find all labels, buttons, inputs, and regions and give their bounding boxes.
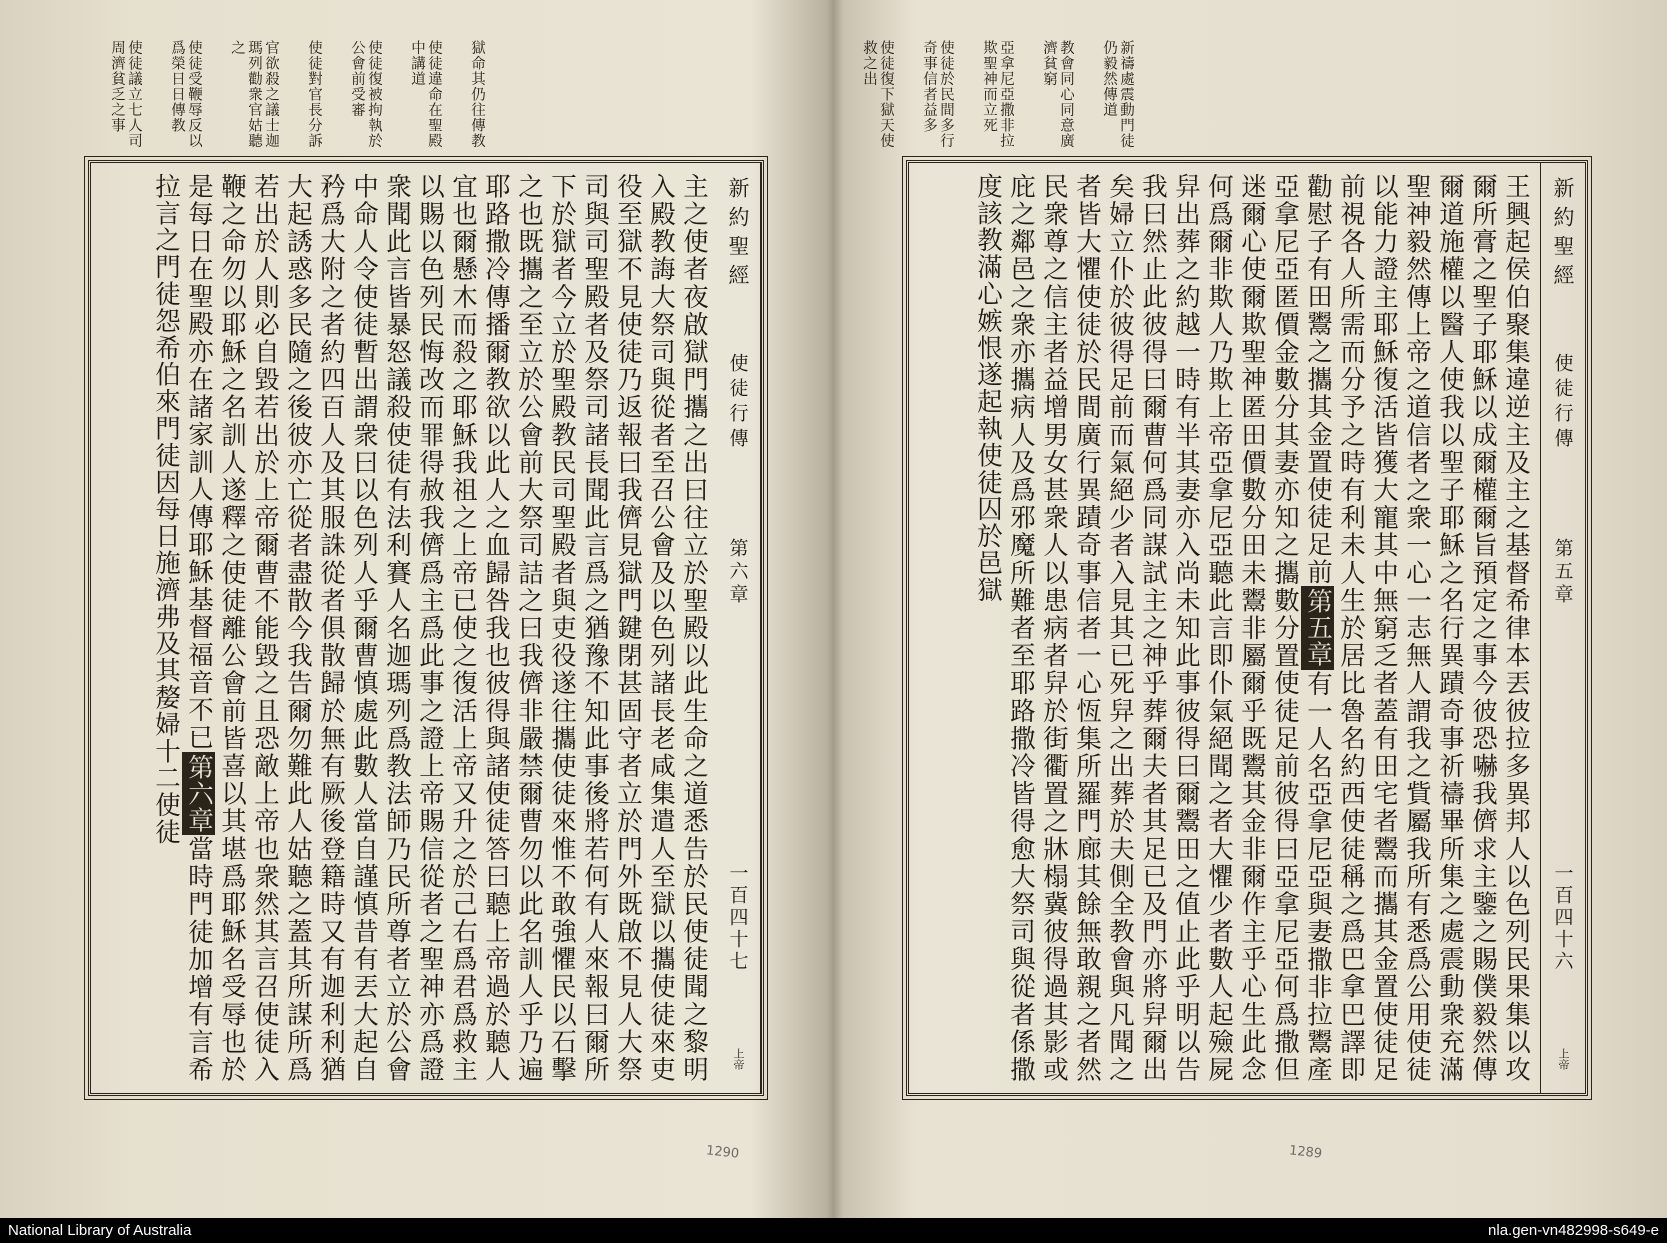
left-page xyxy=(0,0,833,1218)
right-margin-notes xyxy=(860,40,1134,150)
header-title: 新約聖經 xyxy=(726,177,750,293)
header-mark: 上帝 xyxy=(1557,1048,1570,1070)
header-chapter: 第六章 xyxy=(726,538,749,607)
header-title: 新約聖經 xyxy=(1551,177,1575,293)
left-body-text xyxy=(101,173,710,1083)
margin-note: 使徒於民間多行奇事信者益多 xyxy=(921,40,954,149)
right-body-text xyxy=(917,173,1532,1083)
left-body xyxy=(91,163,716,1093)
margin-note: 使徒復下獄天使救之出 xyxy=(861,40,894,149)
header-mark: 上帝 xyxy=(732,1048,745,1070)
margin-note: 使徒議立七人司周濟貧乏之事 xyxy=(109,40,142,149)
margin-note: 教會同心同意廣濟貧窮 xyxy=(1041,40,1074,149)
body-text: 有一人名亞拿尼亞與妻撒非拉鬻產亞拿尼亞匿價金數分其妻亦知之攜數分置使徒足前彼得曰亞拿尼亞何爲撒但迷爾心使爾欺聖神匿田價數分田未鬻非屬爾乎既鬻其金非爾作主乎心生此念何爲爾非欺人乃欺上帝亞拿尼亞聽此言即仆氣絕聞之者大懼少者數人起殮屍舁出葬之約越一時有半其妻亦入尚未知此事彼得曰爾鬻田之值止此乎明以告我曰然止此彼得曰爾曹何爲同謀試主之神乎葬爾夫者其足已及門亦將舁爾出矣婦立仆於彼得足前而氣絕少者入見其已死舁之出葬於夫側全教會與凡聞之者皆大懼使徒於民間廣行異蹟奇事信者一心恆集所羅門廊其餘無敢親之者然民衆尊之信主者益增男女甚衆人以患病者舁於街衢置之牀榻冀彼得過其影或庇之鄰邑之衆亦攜病人及爲邪魔所難者至耶路撒冷皆得愈大祭司與從者係撒度該教滿心嫉恨遂起執使徒囚於邑獄 xyxy=(973,173,1333,1083)
margin-note: 亞拿尼亞撒非拉欺聖神而立死 xyxy=(981,40,1014,149)
right-page xyxy=(834,0,1667,1218)
left-running-header xyxy=(716,163,761,1093)
chapter-marker: 第五章 xyxy=(1303,588,1333,668)
body-text: 王興起侯伯聚集違逆主及主之基督希律本丟彼拉多異邦人以色列民果集以攻爾所膏之聖子耶穌以成爾權爾旨預定之事今彼恐嚇我儕求主鑒之賜僕毅然傳爾道施權以醫人使我以聖子耶穌之名行異蹟奇事祈禱畢所集之處震動衆充滿聖神毅然傳上帝之道信者之衆一心一志無人謂我之貲屬我所有悉爲公用使徒以能力證主耶穌復活皆獲大寵其中無窮乏者蓋有田宅者鬻而攜其金置使徒足前視各人所需而分予之時有利未人生於居比魯名約西使徒稱之爲巴拿巴譯即勸慰子有田鬻之攜其金置使徒足前 xyxy=(1303,173,1531,1083)
chapter-marker: 第六章 xyxy=(184,753,214,834)
header-book: 使徒行傳 xyxy=(1551,353,1574,453)
right-running-header xyxy=(1540,163,1585,1093)
footer-bar xyxy=(0,1218,1667,1243)
header-book: 使徒行傳 xyxy=(726,353,749,453)
pencil-page-note: 1289 xyxy=(1288,1143,1323,1162)
header-page-number: 一百四十七 xyxy=(726,863,749,973)
margin-note: 使徒違命在聖殿中講道 xyxy=(409,40,442,149)
pencil-page-note: 1290 xyxy=(705,1143,740,1162)
header-page-number: 一百四十六 xyxy=(1551,863,1574,973)
left-text-frame xyxy=(88,160,764,1096)
right-body xyxy=(909,163,1540,1093)
header-chapter: 第五章 xyxy=(1551,538,1574,607)
margin-note: 獄命其仍往傳教 xyxy=(469,40,485,149)
margin-note: 使徒復被拘執於公會前受審 xyxy=(349,40,382,149)
footer-source: National Library of Australia xyxy=(8,1222,192,1239)
margin-note: 使徒對官長分訴 xyxy=(306,40,322,149)
body-text: 當時門徒加增有言希拉言之門徒怨希伯來門徒因每日施濟弗及其嫠婦十二使徒 xyxy=(151,173,214,1083)
right-text-frame xyxy=(906,160,1588,1096)
left-margin-notes xyxy=(108,40,485,150)
margin-note: 使徒受鞭辱反以爲榮日日傳教 xyxy=(169,40,202,149)
body-text: 主之使者夜啟獄門攜之出曰往立於聖殿以此生命之道悉告於民使徒聞之黎明入殿教誨大祭司與從者至召公會及以色列諸長老咸集遣人至獄以攜使徒來吏役至獄不見使徒乃返報曰我儕見獄門鍵閉甚固守者立於門外既啟不見人大祭司與司聖殿者及祭司諸長聞此言爲之猶豫不知此事後將若何有人來報曰爾所下於獄者今立於聖殿教民司聖殿者與吏役遂往攜使徒來惟不敢強懼民以石擊之也既攜之至立於公會前大祭司詰之曰我儕非嚴禁爾曹勿以此名訓人乎乃遍耶路撒冷傳播爾教欲以此人之血歸咎我也彼得與諸使徒答曰聽上帝過於聽人宜也爾懸木而殺之耶穌我祖之上帝已使之復活上帝又升之於己右爲君爲救主以賜以色列民悔改而罪得赦我儕爲主爲此事之證上帝賜信從者之聖神亦爲證衆聞此言皆暴怒議殺使徒有法利賽人名迦瑪列爲教法師乃民所尊者立於公會中命人令使徒暫出謂衆曰以色列人乎爾曹慎處此數人當自謹慎昔有丟大起自矜爲大附之者約四百人及其服誅從者俱散歸於無有厥後登籍時又有迦利利猶大起誘惑多民隨之後彼亦亡從者盡散今我告爾勿難此人姑聽之蓋其所謀所爲若出於人則必自毀若出於上帝爾曹不能毀之且恐敵上帝也衆然其言召使徒入鞭之命勿以耶穌之名訓人遂釋之使徒離公會前皆喜以其堪爲耶穌名受辱也於是每日在聖殿亦在諸家訓人傳耶穌基督福音不已 xyxy=(184,173,709,1083)
margin-note: 官欲殺之議士迦瑪列勸衆官姑聽之 xyxy=(229,40,279,149)
margin-note: 新禱處震動門徒仍毅然傳道 xyxy=(1101,40,1134,149)
footer-identifier: nla.gen-vn482998-s649-e xyxy=(1488,1222,1659,1239)
